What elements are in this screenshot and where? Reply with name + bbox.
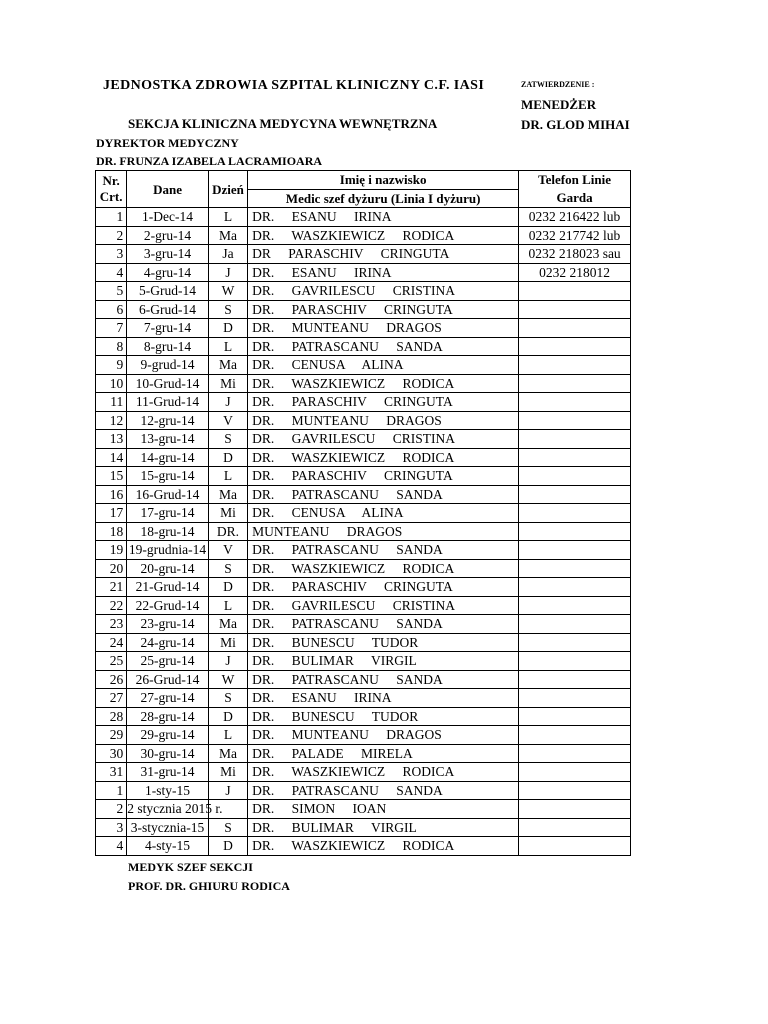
cell-date: 11-Grud-14 — [127, 393, 209, 412]
cell-date: 4-gru-14 — [127, 263, 209, 282]
cell-nr: 31 — [96, 763, 127, 782]
table-row — [96, 504, 631, 523]
cell-doctor: DR. BULIMAR VIRGIL — [248, 818, 519, 837]
cell-date: 3-gru-14 — [127, 245, 209, 264]
cell-doctor: DR. PATRASCANU SANDA — [248, 615, 519, 634]
footer-role: MEDYK SZEF SEKCJI — [128, 860, 253, 874]
footer-name: PROF. DR. GHIURU RODICA — [128, 879, 290, 893]
cell-nr: 2 — [96, 226, 127, 245]
table-row — [96, 726, 631, 745]
schedule-body — [96, 208, 631, 856]
cell-nr: 4 — [96, 263, 127, 282]
cell-phone — [519, 374, 631, 393]
cell-date: 9-grud-14 — [127, 356, 209, 375]
cell-phone — [519, 726, 631, 745]
cell-date: 14-gru-14 — [127, 448, 209, 467]
cell-nr: 9 — [96, 356, 127, 375]
cell-date: 3-stycznia-15 — [127, 818, 209, 837]
cell-phone — [519, 467, 631, 486]
cell-day: J — [208, 781, 247, 800]
cell-doctor: DR. PATRASCANU SANDA — [248, 485, 519, 504]
cell-date: 24-gru-14 — [127, 633, 209, 652]
cell-date: 2-gru-14 — [127, 226, 209, 245]
cell-day: S — [208, 818, 247, 837]
duty-schedule-table — [95, 170, 631, 856]
col-header-name-sub: Medic szef dyżuru (Linia I dyżuru) — [248, 189, 519, 208]
cell-day: J — [208, 393, 247, 412]
cell-date: 23-gru-14 — [127, 615, 209, 634]
cell-date: 29-gru-14 — [127, 726, 209, 745]
cell-date: 6-Grud-14 — [127, 300, 209, 319]
cell-doctor: DR. BUNESCU TUDOR — [248, 633, 519, 652]
cell-nr: 3 — [96, 818, 127, 837]
cell-date: 20-gru-14 — [127, 559, 209, 578]
table-row — [96, 578, 631, 597]
cell-day: L — [208, 726, 247, 745]
cell-day: Ma — [208, 356, 247, 375]
cell-date: 10-Grud-14 — [127, 374, 209, 393]
cell-doctor: DR. BUNESCU TUDOR — [248, 707, 519, 726]
cell-nr: 10 — [96, 374, 127, 393]
cell-nr: 19 — [96, 541, 127, 560]
table-row — [96, 337, 631, 356]
cell-day: J — [208, 263, 247, 282]
cell-date: 30-gru-14 — [127, 744, 209, 763]
cell-nr: 28 — [96, 707, 127, 726]
table-row — [96, 763, 631, 782]
cell-doctor: DR. PARASCHIV CRINGUTA — [248, 578, 519, 597]
cell-phone — [519, 319, 631, 338]
cell-nr: 7 — [96, 319, 127, 338]
table-row — [96, 263, 631, 282]
cell-day: Ma — [208, 485, 247, 504]
cell-day: L — [208, 337, 247, 356]
cell-date: 1-Dec-14 — [127, 208, 209, 227]
cell-day: L — [208, 208, 247, 227]
cell-day: S — [208, 300, 247, 319]
cell-doctor: DR PARASCHIV CRINGUTA — [248, 245, 519, 264]
cell-phone — [519, 430, 631, 449]
cell-nr: 18 — [96, 522, 127, 541]
cell-phone: 0232 216422 lub — [519, 208, 631, 227]
table-row — [96, 707, 631, 726]
cell-phone — [519, 615, 631, 634]
hospital-title: JEDNOSTKA ZDROWIA SZPITAL KLINICZNY C.F. IASI — [103, 78, 485, 93]
table-row — [96, 837, 631, 856]
cell-doctor: DR. ESANU IRINA — [248, 689, 519, 708]
cell-date: 8-gru-14 — [127, 337, 209, 356]
cell-nr: 22 — [96, 596, 127, 615]
cell-day: V — [208, 541, 247, 560]
cell-doctor: DR. PARASCHIV CRINGUTA — [248, 300, 519, 319]
cell-doctor: DR. PALADE MIRELA — [248, 744, 519, 763]
cell-date: 25-gru-14 — [127, 652, 209, 671]
table-row — [96, 374, 631, 393]
cell-day: D — [208, 578, 247, 597]
col-header-name: Imię i nazwisko — [248, 171, 519, 190]
table-row — [96, 448, 631, 467]
cell-doctor: DR. MUNTEANU DRAGOS — [248, 726, 519, 745]
cell-phone — [519, 522, 631, 541]
cell-nr: 14 — [96, 448, 127, 467]
table-row — [96, 226, 631, 245]
cell-phone — [519, 393, 631, 412]
cell-phone — [519, 411, 631, 430]
table-row — [96, 245, 631, 264]
cell-day: Ja — [208, 245, 247, 264]
cell-doctor: DR. WASZKIEWICZ RODICA — [248, 374, 519, 393]
cell-nr: 1 — [96, 781, 127, 800]
cell-date: 16-Grud-14 — [127, 485, 209, 504]
cell-day: Mi — [208, 763, 247, 782]
cell-day: W — [208, 670, 247, 689]
cell-doctor: DR. MUNTEANU DRAGOS — [248, 411, 519, 430]
cell-nr: 24 — [96, 633, 127, 652]
cell-phone — [519, 837, 631, 856]
cell-day: Mi — [208, 374, 247, 393]
manager-role: MENEDŻER — [521, 97, 597, 112]
table-row — [96, 411, 631, 430]
cell-phone — [519, 744, 631, 763]
cell-phone: 0232 217742 lub — [519, 226, 631, 245]
table-row — [96, 393, 631, 412]
table-row — [96, 485, 631, 504]
cell-phone — [519, 707, 631, 726]
cell-doctor: DR. PATRASCANU SANDA — [248, 781, 519, 800]
cell-day: S — [208, 430, 247, 449]
cell-nr: 2 — [96, 800, 127, 819]
cell-phone — [519, 448, 631, 467]
cell-phone — [519, 670, 631, 689]
cell-phone: 0232 218023 sau — [519, 245, 631, 264]
cell-day: S — [208, 689, 247, 708]
cell-phone — [519, 800, 631, 819]
cell-doctor: DR. WASZKIEWICZ RODICA — [248, 559, 519, 578]
table-row — [96, 319, 631, 338]
cell-doctor: DR. MUNTEANU DRAGOS — [248, 319, 519, 338]
cell-phone — [519, 596, 631, 615]
cell-nr: 3 — [96, 245, 127, 264]
cell-phone — [519, 818, 631, 837]
cell-nr: 6 — [96, 300, 127, 319]
cell-nr: 11 — [96, 393, 127, 412]
cell-date: 17-gru-14 — [127, 504, 209, 523]
cell-day: D — [208, 319, 247, 338]
col-header-date: Dane — [127, 171, 209, 208]
cell-date: 13-gru-14 — [127, 430, 209, 449]
cell-doctor: DR. WASZKIEWICZ RODICA — [248, 226, 519, 245]
cell-day: W — [208, 282, 247, 301]
cell-day: DR. — [208, 522, 247, 541]
cell-nr: 1 — [96, 208, 127, 227]
cell-day: L — [208, 596, 247, 615]
cell-doctor: DR. ESANU IRINA — [248, 208, 519, 227]
cell-phone — [519, 689, 631, 708]
cell-nr: 12 — [96, 411, 127, 430]
cell-phone — [519, 485, 631, 504]
table-row — [96, 615, 631, 634]
cell-phone — [519, 763, 631, 782]
cell-nr: 5 — [96, 282, 127, 301]
director-name: DR. FRUNZA IZABELA LACRAMIOARA — [96, 154, 323, 168]
cell-nr: 23 — [96, 615, 127, 634]
cell-phone — [519, 633, 631, 652]
cell-phone — [519, 300, 631, 319]
cell-nr: 30 — [96, 744, 127, 763]
section-title: SEKCJA KLINICZNA MEDYCYNA WEWNĘTRZNA — [128, 116, 438, 131]
cell-nr: 29 — [96, 726, 127, 745]
cell-nr: 4 — [96, 837, 127, 856]
cell-doctor: DR. BULIMAR VIRGIL — [248, 652, 519, 671]
table-row — [96, 430, 631, 449]
cell-nr: 13 — [96, 430, 127, 449]
cell-nr: 26 — [96, 670, 127, 689]
table-row — [96, 689, 631, 708]
cell-date: 21-Grud-14 — [127, 578, 209, 597]
manager-name: DR. GLOD MIHAI — [521, 117, 630, 132]
cell-nr: 15 — [96, 467, 127, 486]
table-row — [96, 522, 631, 541]
cell-nr: 27 — [96, 689, 127, 708]
col-header-nr: Nr. Crt. — [96, 171, 127, 208]
cell-date: 12-gru-14 — [127, 411, 209, 430]
col-header-phone: Telefon Linie Garda — [519, 171, 631, 208]
cell-date: 28-gru-14 — [127, 707, 209, 726]
cell-date: 15-gru-14 — [127, 467, 209, 486]
cell-phone — [519, 282, 631, 301]
cell-doctor: DR. GAVRILESCU CRISTINA — [248, 282, 519, 301]
cell-doctor: DR. GAVRILESCU CRISTINA — [248, 596, 519, 615]
table-row — [96, 356, 631, 375]
cell-phone — [519, 541, 631, 560]
table-row — [96, 800, 631, 819]
cell-day: S — [208, 559, 247, 578]
director-role: DYREKTOR MEDYCZNY — [96, 136, 239, 150]
cell-nr: 25 — [96, 652, 127, 671]
approval-label: ZATWIERDZENIE : — [521, 80, 595, 89]
table-row — [96, 282, 631, 301]
cell-date: 19-grudnia-14 — [127, 541, 209, 560]
cell-day: Ma — [208, 226, 247, 245]
cell-phone — [519, 652, 631, 671]
cell-doctor: DR. CENUSA ALINA — [248, 356, 519, 375]
cell-phone — [519, 504, 631, 523]
table-row — [96, 559, 631, 578]
cell-date: 2 stycznia 2015 r. — [127, 801, 223, 817]
cell-day: Mi — [208, 633, 247, 652]
cell-day: L — [208, 467, 247, 486]
cell-doctor: DR. ESANU IRINA — [248, 263, 519, 282]
cell-doctor: MUNTEANU DRAGOS — [248, 522, 519, 541]
cell-day: D — [208, 707, 247, 726]
table-row — [96, 467, 631, 486]
col-header-day: Dzień — [208, 171, 247, 208]
cell-doctor: DR. PATRASCANU SANDA — [248, 337, 519, 356]
cell-doctor: DR. WASZKIEWICZ RODICA — [248, 448, 519, 467]
cell-doctor: DR. CENUSA ALINA — [248, 504, 519, 523]
cell-nr: 21 — [96, 578, 127, 597]
cell-doctor: DR. PARASCHIV CRINGUTA — [248, 467, 519, 486]
cell-nr: 20 — [96, 559, 127, 578]
cell-day: D — [208, 837, 247, 856]
cell-date: 4-sty-15 — [127, 837, 209, 856]
cell-day: Mi — [208, 504, 247, 523]
cell-doctor: DR. WASZKIEWICZ RODICA — [248, 763, 519, 782]
table-row — [96, 633, 631, 652]
table-row — [96, 541, 631, 560]
cell-day: J — [208, 652, 247, 671]
table-row — [96, 818, 631, 837]
cell-date: 18-gru-14 — [127, 522, 209, 541]
cell-date: 22-Grud-14 — [127, 596, 209, 615]
cell-date: 7-gru-14 — [127, 319, 209, 338]
table-row — [96, 670, 631, 689]
cell-nr: 17 — [96, 504, 127, 523]
table-row — [96, 744, 631, 763]
cell-doctor: DR. PARASCHIV CRINGUTA — [248, 393, 519, 412]
cell-date: 26-Grud-14 — [127, 670, 209, 689]
cell-nr: 8 — [96, 337, 127, 356]
table-row — [96, 300, 631, 319]
cell-date: 5-Grud-14 — [127, 282, 209, 301]
cell-doctor: DR. WASZKIEWICZ RODICA — [248, 837, 519, 856]
cell-doctor: DR. PATRASCANU SANDA — [248, 541, 519, 560]
cell-date: 27-gru-14 — [127, 689, 209, 708]
cell-phone — [519, 356, 631, 375]
table-row — [96, 652, 631, 671]
cell-nr: 16 — [96, 485, 127, 504]
cell-day: Ma — [208, 615, 247, 634]
cell-doctor: DR. SIMON IOAN — [248, 800, 519, 819]
cell-day: Ma — [208, 744, 247, 763]
cell-doctor: DR. PATRASCANU SANDA — [248, 670, 519, 689]
table-row — [96, 208, 631, 227]
cell-phone — [519, 781, 631, 800]
table-row — [96, 596, 631, 615]
cell-date: 1-sty-15 — [127, 781, 209, 800]
cell-day: V — [208, 411, 247, 430]
cell-phone — [519, 578, 631, 597]
table-row — [96, 781, 631, 800]
cell-day: D — [208, 448, 247, 467]
cell-phone: 0232 218012 — [519, 263, 631, 282]
cell-date: 31-gru-14 — [127, 763, 209, 782]
cell-phone — [519, 337, 631, 356]
cell-phone — [519, 559, 631, 578]
cell-doctor: DR. GAVRILESCU CRISTINA — [248, 430, 519, 449]
